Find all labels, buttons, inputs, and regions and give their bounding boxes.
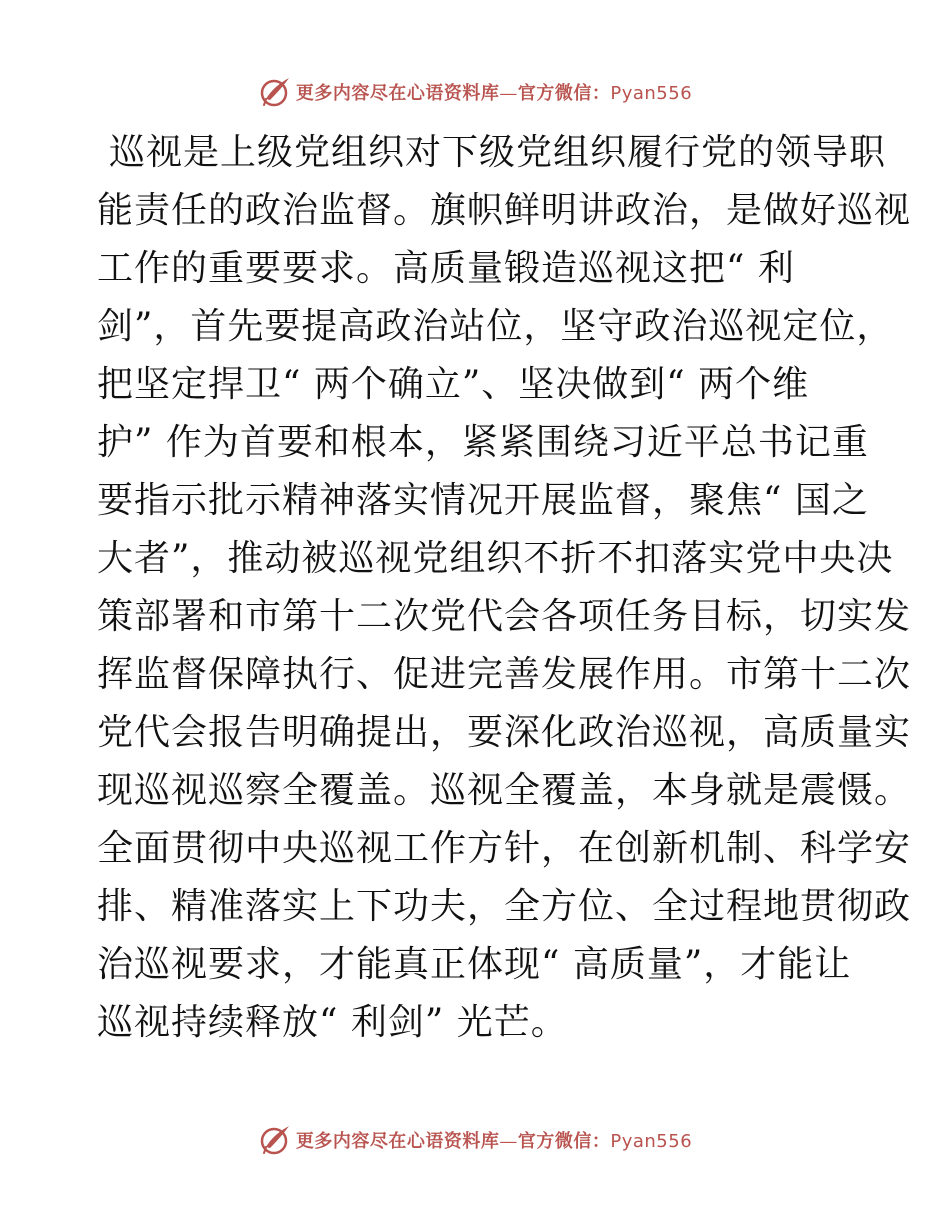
footer-banner — [0, 1118, 950, 1162]
body-line-14: 排、精准落实上下功夫，全方位、全过程地贯彻政 — [97, 886, 912, 927]
header-separator: — — [499, 83, 518, 104]
quill-pen-logo-icon — [258, 1123, 292, 1157]
footer-separator: — — [499, 1131, 518, 1152]
footer-contact-label: 官方微信： — [517, 1131, 611, 1152]
body-line-13: 全面贯彻中央巡视工作方针，在创新机制、科学安 — [97, 828, 912, 869]
body-line-5: 把坚定捍卫“ 两个确立”、坚决做到“ 两个维 — [97, 364, 810, 405]
body-line-10: 挥监督保障执行、促进完善发展作用。市第十二次 — [97, 654, 912, 695]
body-line-9: 策部署和市第十二次党代会各项任务目标，切实发 — [97, 596, 912, 637]
body-line-4: 剑”，首先要提高政治站位，坚守政治巡视定位， — [97, 306, 894, 347]
article-body — [97, 124, 912, 1052]
body-line-16: 巡视持续释放“ 利剑” 光芒。 — [97, 1002, 568, 1043]
body-line-6: 护” 作为首要和根本，紧紧围绕习近平总书记重 — [97, 422, 869, 463]
body-line-7: 要指示批示精神落实情况开展监督，聚焦“ 国之 — [97, 480, 869, 521]
footer-banner-text — [296, 1127, 692, 1153]
body-line-12: 现巡视巡察全覆盖。巡视全覆盖，本身就是震慑。 — [97, 770, 912, 811]
header-brand-text: 更多内容尽在心语资料库 — [295, 83, 500, 104]
header-contact-label: 官方微信： — [517, 83, 611, 104]
body-line-8: 大者”，推动被巡视党组织不折不扣落实党中央决 — [97, 538, 894, 579]
body-line-1: 巡视是上级党组织对下级党组织履行党的领导职 — [109, 132, 887, 173]
footer-contact-id: Pyan556 — [610, 1131, 693, 1152]
body-line-2: 能责任的政治监督。旗帜鲜明讲政治，是做好巡视 — [97, 190, 912, 231]
body-line-3: 工作的重要要求。高质量锻造巡视这把“ 利 — [97, 248, 795, 289]
header-banner-text — [296, 79, 692, 105]
footer-brand-text: 更多内容尽在心语资料库 — [295, 1131, 500, 1152]
quill-pen-logo-icon — [258, 75, 292, 109]
header-contact-id: Pyan556 — [610, 83, 693, 104]
header-banner — [0, 70, 950, 114]
body-line-11: 党代会报告明确提出，要深化政治巡视，高质量实 — [97, 712, 912, 753]
body-line-15: 治巡视要求，才能真正体现“ 高质量”，才能让 — [97, 944, 852, 985]
